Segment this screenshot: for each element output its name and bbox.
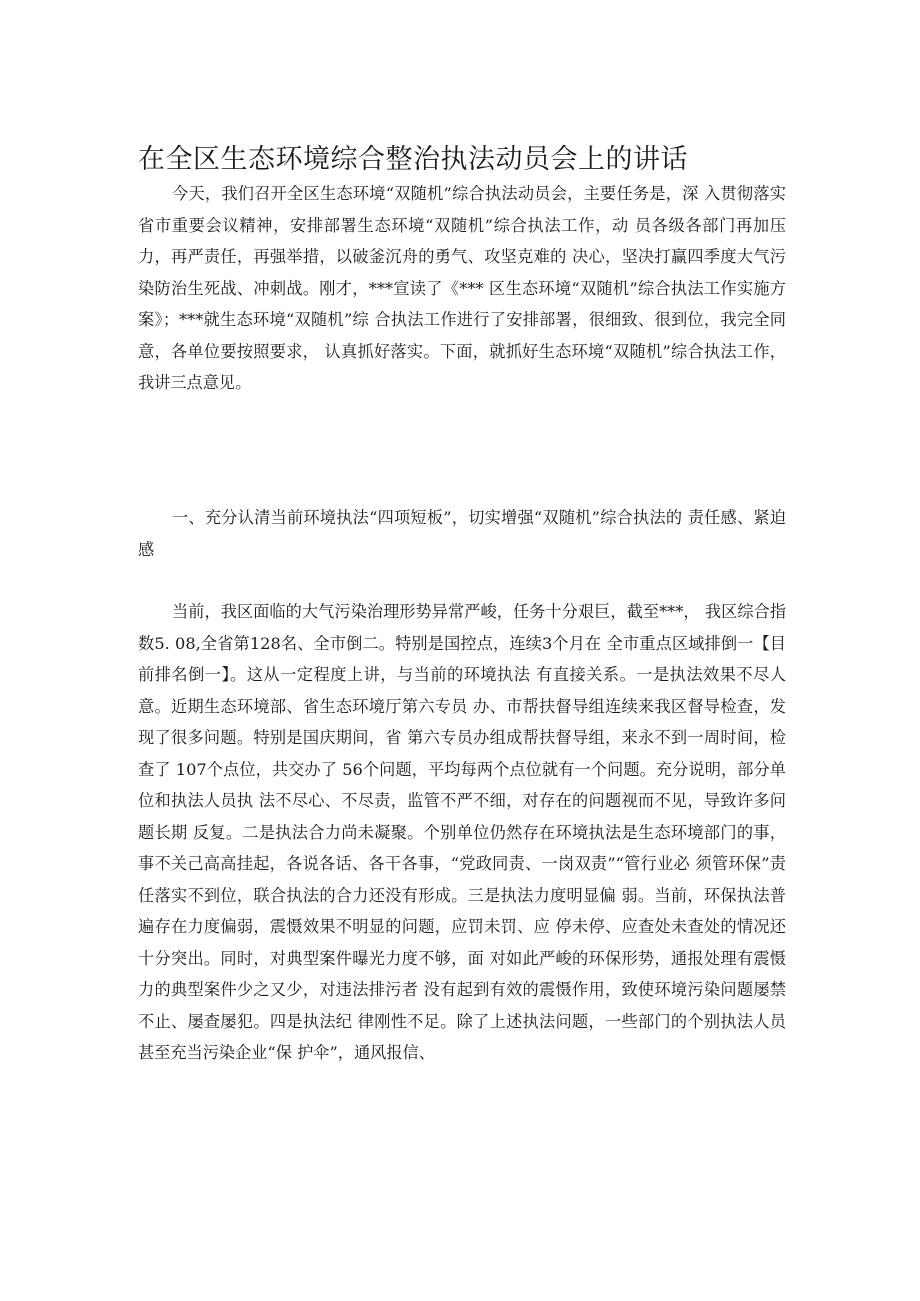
paragraph-intro: 今天，我们召开全区生态环境“双随机”综合执法动员会，主要任务是，深 入贯彻落实省市重要会议精神，安排部署生态环境“双随机”综合执法工作，动 员各级各部门再加压力，再严责任，再强举措，以破釜沉舟的勇气、攻坚克难的 决心，坚决打赢四季度大气污染防治生死战、冲刺战。刚才，***宣读了《*** 区生态环境“双随机”综合执法工作实施方案》；***就生态环境“双随机”综 合执法工作进行了安排部署，很细致、很到位，我完全同意，各单位要按照要求， 认真抓好落实。下面，就抓好生态环境“双随机”综合执法工作，我讲三点意见。 [138, 184, 786, 392]
paragraph-section-heading-1: 一、充分认清当前环境执法“四项短板”，切实增强“双随机”综合执法的 责任感、紧迫感 [138, 508, 786, 559]
paragraph-body-1: 当前，我区面临的大气污染治理形势异常严峻，任务十分艰巨，截至***， 我区综合指数5. 08,全省第128名、全市倒二。特别是国控点，连续3个月在 全市重点区域排倒一【目前排名倒一】。这从一定程度上讲，与当前的环境执法 有直接关系。一是执法效果不尽人意。近期生态环境部、省生态环境厅第六专员 办、市帮扶督导组连续来我区督导检查，发现了很多问题。特别是国庆期间，省 第六专员办组成帮扶督导组，来永不到一周时间，检查了 107个点位，共交办了 56个问题，平均每两个点位就有一个问题。充分说明，部分单位和执法人员执 法不尽心、不尽责，监管不严不细，对存在的问题视而不见，导致许多问题长期 反复。二是执法合力尚未凝聚。个别单位仍然存在环境执法是生态环境部门的事， 事不关己高高挂起，各说各话、各干各事，“党政同责、一岗双责”“管行业必 须管环保”责任落实不到位，联合执法的合力还没有形成。三是执法力度明显偏 弱。当前，环保执法普遍存在力度偏弱，震慑效果不明显的问题，应罚未罚、应 停未停、应查处未查处的情况还十分突出。同时，对典型案件曝光力度不够，面 对如此严峻的环保形势，通报处理有震慑力的典型案件少之又少，对违法排污者 没有起到有效的震慑作用，致使环境污染问题屡禁不止、屡查屡犯。四是执法纪 律刚性不足。除了上述执法问题，一些部门的个别执法人员甚至充当污染企业“保 护伞”，通风报信、 [138, 602, 786, 1062]
document-title: 在全区生态环境综合整治执法动员会上的讲话 [138, 144, 688, 175]
